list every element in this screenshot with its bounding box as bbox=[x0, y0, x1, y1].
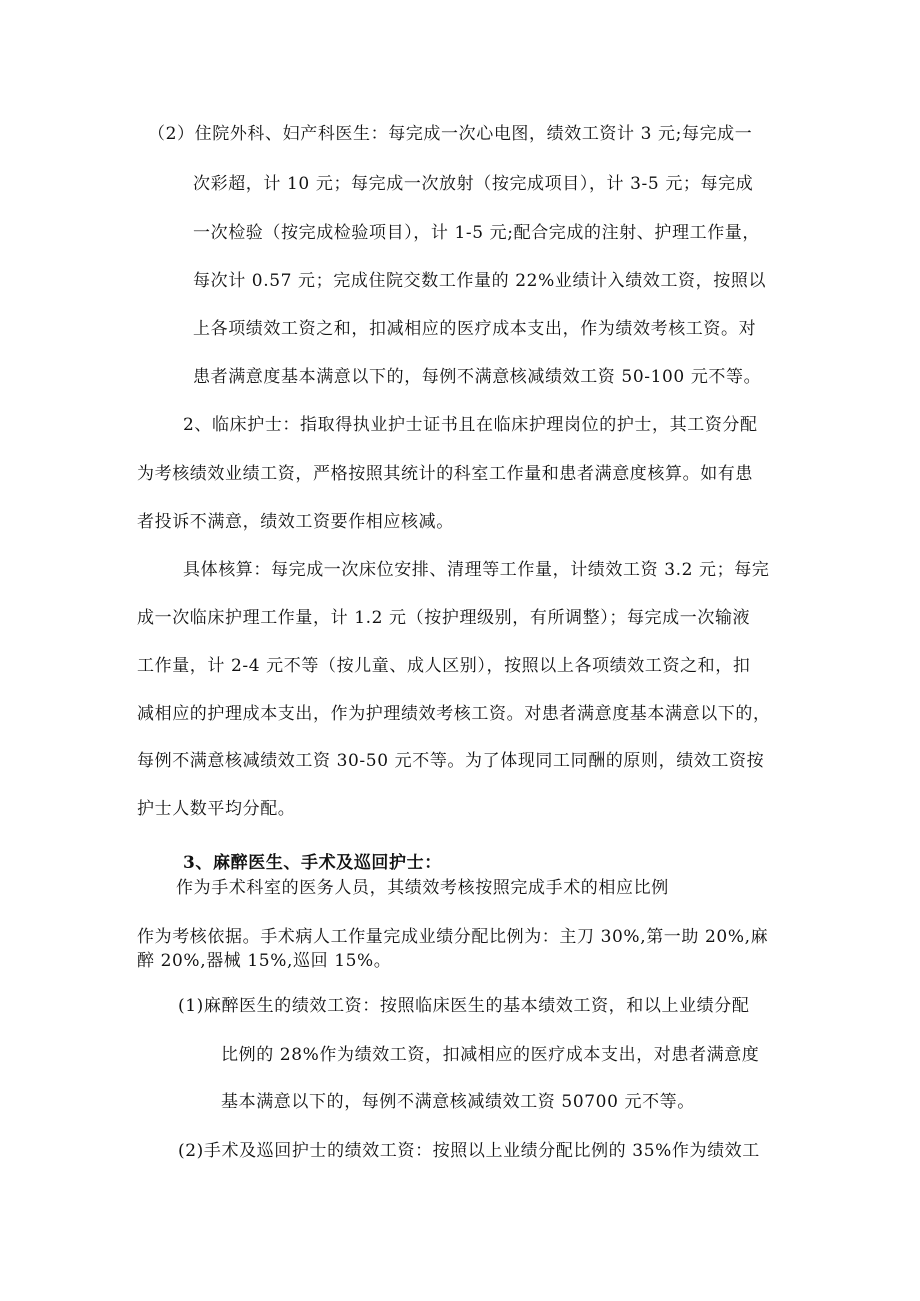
paragraph-line: 作为手术科室的医务人员，其绩效考核按照完成手术的相应比例 bbox=[176, 878, 669, 898]
paragraph-line: 上各项绩效工资之和，扣减相应的医疗成本支出，作为绩效考核工资。对 bbox=[193, 319, 757, 339]
paragraph-line: 比例的 28%作为绩效工资，扣减相应的医疗成本支出，对患者满意度 bbox=[221, 1045, 760, 1065]
paragraph-line: 减相应的护理成本支出，作为护理绩效考核工资。对患者满意度基本满意以下的， bbox=[137, 704, 771, 724]
paragraph-line: 者投诉不满意，绩效工资要作相应核减。 bbox=[137, 512, 454, 532]
paragraph-line: 作为考核依据。手术病人工作量完成业绩分配比例为：主刀 30%,第一助 20%,麻 bbox=[137, 927, 769, 947]
paragraph-line: 每次计 0.57 元；完成住院交数工作量的 22%业绩计入绩效工资，按照以 bbox=[193, 271, 767, 291]
paragraph-line: 一次检验（按完成检验项目），计 1-5 元;配合完成的注射、护理工作量， bbox=[193, 223, 761, 243]
paragraph-line: 次彩超，计 10 元；每完成一次放射（按完成项目），计 3-5 元；每完成 bbox=[193, 174, 754, 194]
paragraph-line: 每例不满意核减绩效工资 30-50 元不等。为了体现同工同酬的原则，绩效工资按 bbox=[137, 751, 765, 771]
paragraph-line: 患者满意度基本满意以下的，每例不满意核减绩效工资 50-100 元不等。 bbox=[193, 367, 762, 387]
paragraph-line: 2、临床护士：指取得执业护士证书且在临床护理岗位的护士，其工资分配 bbox=[183, 415, 758, 435]
paragraph-line: 护士人数平均分配。 bbox=[137, 799, 296, 819]
paragraph-line: 工作量，计 2-4 元不等（按儿童、成人区别），按照以上各项绩效工资之和，扣 bbox=[137, 656, 751, 676]
paragraph-line: （2）住院外科、妇产科医生：每完成一次心电图，绩效工资计 3 元;每完成一 bbox=[148, 124, 753, 144]
paragraph-line: 基本满意以下的，每例不满意核减绩效工资 50700 元不等。 bbox=[221, 1092, 695, 1112]
paragraph-line: 为考核绩效业绩工资，严格按照其统计的科室工作量和患者满意度核算。如有患 bbox=[137, 464, 753, 484]
paragraph-line: 成一次临床护理工作量，计 1.2 元（按护理级别，有所调整）；每完成一次输液 bbox=[137, 608, 751, 628]
paragraph-line: 具体核算：每完成一次床位安排、清理等工作量，计绩效工资 3.2 元；每完 bbox=[183, 560, 770, 580]
paragraph-line: (2)手术及巡回护士的绩效工资：按照以上业绩分配比例的 35%作为绩效工 bbox=[178, 1141, 760, 1161]
section-heading: 3、麻醉医生、手术及巡回护士： bbox=[183, 853, 442, 873]
paragraph-line: (1)麻醉医生的绩效工资：按照临床医生的基本绩效工资，和以上业绩分配 bbox=[178, 996, 750, 1016]
paragraph-line: 醉 20%,器械 15%,巡回 15%。 bbox=[137, 951, 392, 971]
